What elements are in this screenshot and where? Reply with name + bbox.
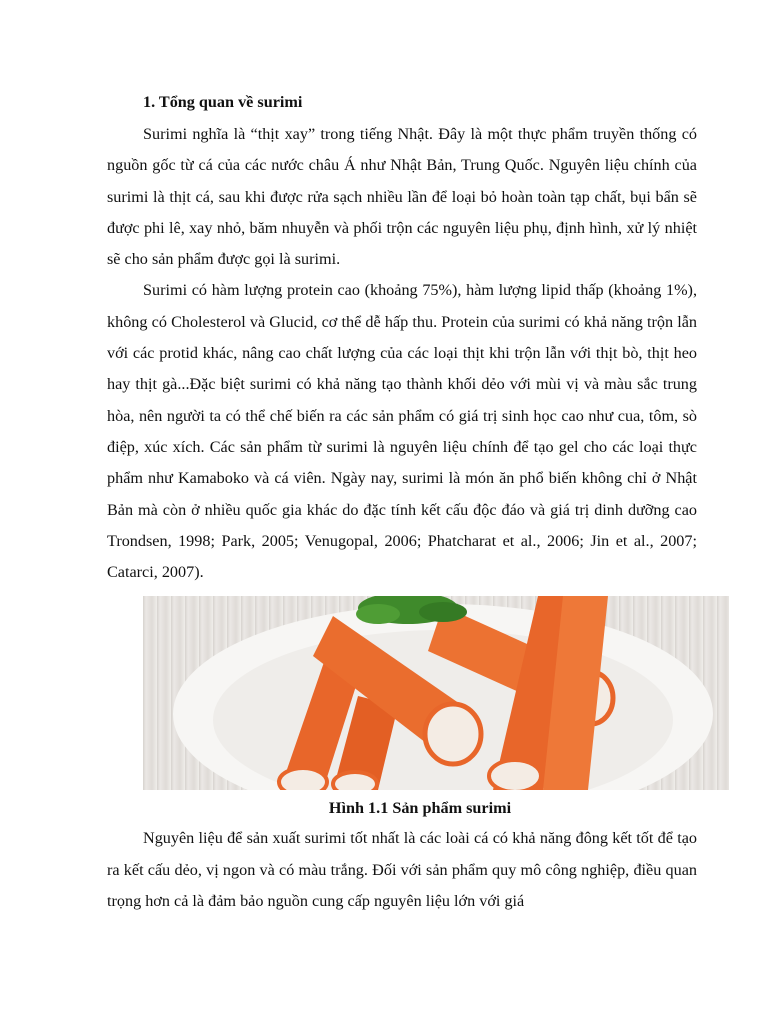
paragraph-nutrition: Surimi có hàm lượng protein cao (khoảng 75%), hàm lượng lipid thấp (khoảng 1%), không có Cholesterol và Glucid, cơ thể dễ hấp thu. Protein của surimi có khả năng trộn lẫn với các protid khác, nâng cao chất lượng của các loại thịt khi trộn lẫn với thịt bò, thịt heo hay thịt gà...Đặc biệt surimi có khả năng tạo thành khối dẻo với mùi vị và màu sắc trung hòa, nên người ta có thể chế biến ra các sản phẩm có giá trị sinh học cao như cua, tôm, sò điệp, xúc xích. Các sản phẩm từ surimi là nguyên liệu chính để tạo gel cho các loại thực phẩm như Kamaboko và cá viên. Ngày nay, surimi là món ăn phổ biến không chỉ ở Nhật Bản mà còn ở nhiều quốc gia khác do đặc tính kết cấu độc đáo và giá trị dinh dưỡng cao Trondsen, 1998; Park, 2005; Venugopal, 2006; Phatcharat et al., 2006; Jin et al., 2007; Catarci, 2007). xyxy=(107,281,697,582)
parsley-garnish xyxy=(356,596,467,624)
section-heading: 1. Tổng quan về surimi xyxy=(143,93,303,111)
surimi-photo-illustration xyxy=(143,596,729,790)
figure-caption: Hình 1.1 Sản phẩm surimi xyxy=(328,799,512,818)
paragraph-raw-material: Nguyên liệu để sản xuất surimi tốt nhất là các loài cá có khả năng đông kết tốt để tạo ra kết cấu dẻo, vị ngon và có màu trắng. Đối với sản phẩm quy mô công nghiệp, điều quan trọng hơn cả là đảm bảo nguồn cung cấp nguyên liệu lớn với giá xyxy=(107,829,697,911)
page-content xyxy=(107,86,697,917)
paragraph-intro: Surimi nghĩa là “thịt xay” trong tiếng Nhật. Đây là một thực phẩm truyền thống có nguồn gốc từ cá của các nước châu Á như Nhật Bản, Trung Quốc. Nguyên liệu chính của surimi là thịt cá, sau khi được rửa sạch nhiều lần để loại bỏ hoàn toàn tạp chất, bụi bẩn sẽ được phi lê, xay nhỏ, băm nhuyễn và phối trộn các nguyên liệu phụ, định hình, xử lý nhiệt sẽ cho sản phẩm được gọi là surimi. xyxy=(107,125,697,269)
surimi-photo xyxy=(143,596,729,790)
